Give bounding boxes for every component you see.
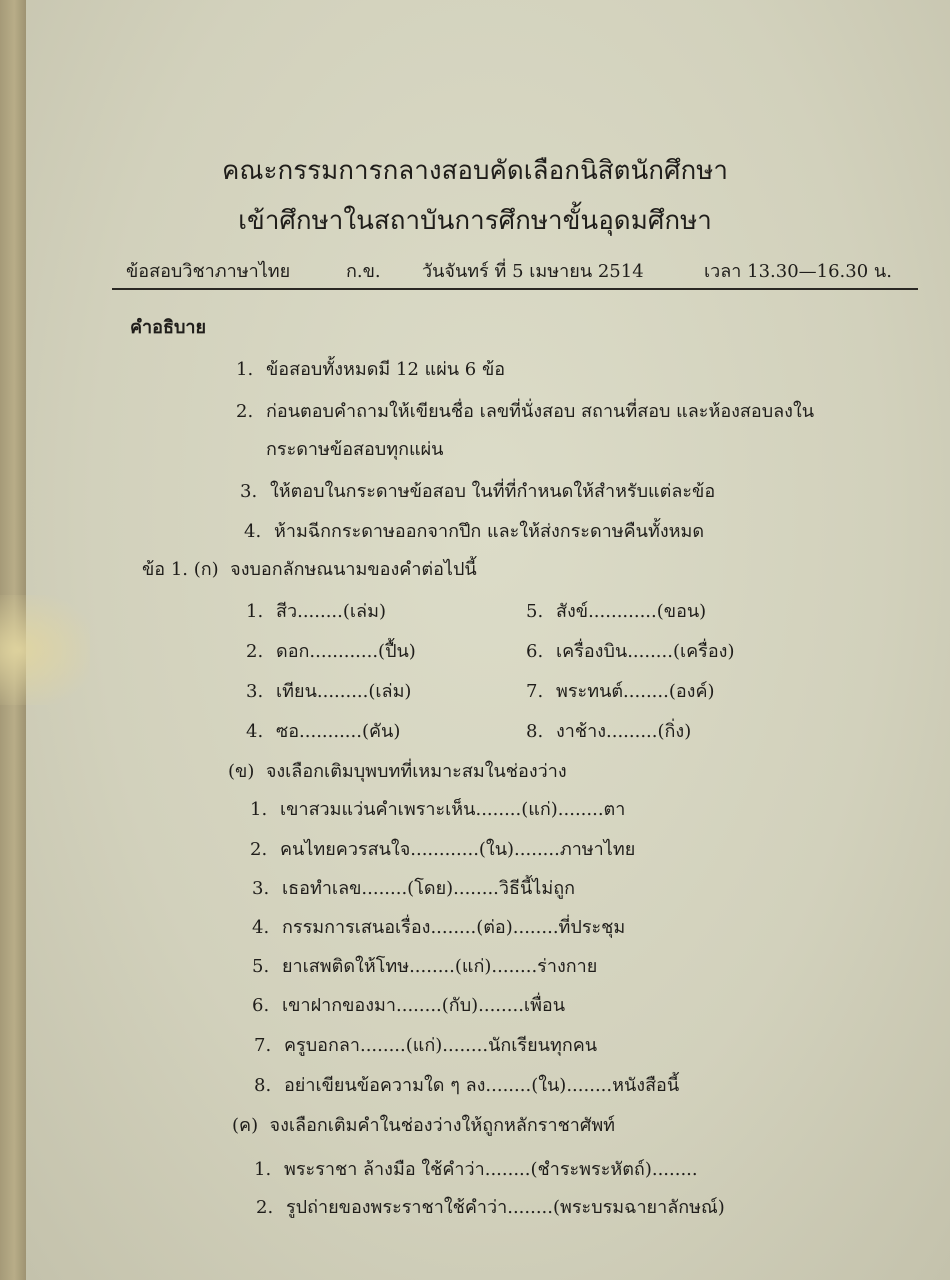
instruction-item-continued: กระดาษข้อสอบทุกแผ่น [266,439,444,460]
classifier-item: 2. ดอก............(ปื้น) [246,641,416,662]
instruction-item: 1. ข้อสอบทั้งหมดมี 12 แผ่น 6 ข้อ [236,359,506,380]
classifier-item: 7. พระทนต์........(องค์) [526,681,715,702]
header-line-2: เข้าศึกษาในสถาบันการศึกษาขั้นอุดมศึกษา [238,206,712,236]
instructions-title: คำอธิบาย [130,317,207,338]
preposition-item: 5. ยาเสพติดให้โทษ........(แก่)........ร่างกาย [252,956,598,977]
exam-code: ก.ข. [346,261,381,282]
preposition-item: 7. ครูบอกลา........(แก่)........นักเรียนทุกคน [254,1035,598,1056]
header-line-1: คณะกรรมการกลางสอบคัดเลือกนิสิตนักศึกษา [221,156,729,186]
classifier-item: 8. งาช้าง.........(กิ่ง) [526,721,692,742]
header-divider [112,288,918,290]
instruction-item: 3. ให้ตอบในกระดาษข้อสอบ ในที่ที่กำหนดให้สำหรับแต่ละข้อ [240,481,716,502]
preposition-item: 3. เธอทำเลข........(โดย)........วิธีนี้ไม่ถูก [252,878,576,899]
exam-date: วันจันทร์ ที่ 5 เมษายน 2514 [422,261,644,282]
preposition-item: 4. กรรมการเสนอเรื่อง........(ต่อ)........ที่ประชุม [252,917,626,938]
instruction-item: 4. ห้ามฉีกกระดาษออกจากปึก และให้ส่งกระดาษคืนทั้งหมด [244,521,705,542]
classifier-item: 3. เทียน.........(เล่ม) [246,681,412,702]
instruction-item: 2. ก่อนตอบคำถามให้เขียนชื่อ เลขที่นั่งสอบ สถานที่สอบ และห้องสอบลงใน [236,401,815,422]
classifier-item: 1. สีว........(เล่ม) [246,601,386,622]
exam-subject: ข้อสอบวิชาภาษาไทย [126,261,291,282]
classifier-item: 5. สังข์............(ขอน) [526,601,707,622]
question-1c-heading: (ค) จงเลือกเติมคำในช่องว่างให้ถูกหลักราชาศัพท์ [232,1115,616,1136]
paper-stain [0,595,90,705]
preposition-item: 8. อย่าเขียนข้อความใด ๆ ลง........(ใน)........หนังสือนี้ [254,1075,680,1096]
classifier-item: 6. เครื่องบิน........(เครื่อง) [526,641,735,662]
exam-time: เวลา 13.30—16.30 น. [704,261,892,282]
preposition-item: 6. เขาฝากของมา........(กับ)........เพื่อน [252,995,566,1016]
question-1b-heading: (ข) จงเลือกเติมบุพบทที่เหมาะสมในช่องว่าง [228,761,567,782]
preposition-item: 2. คนไทยควรสนใจ............(ใน)........ภาษาไทย [250,839,636,860]
classifier-item: 4. ซอ...........(คัน) [246,721,401,742]
royal-vocabulary-item: 1. พระราชา ล้างมือ ใช้คำว่า........(ชำระพระหัตถ์)........ [254,1159,698,1180]
preposition-item: 1. เขาสวมแว่นคำเพราะเห็น........(แก่)........ตา [250,799,626,820]
royal-vocabulary-item: 2. รูปถ่ายของพระราชาใช้คำว่า........(พระบรมฉายาลักษณ์) [256,1197,725,1218]
question-1a-heading: ข้อ 1. (ก) จงบอกลักษณนามของคำต่อไปนี้ [142,559,477,580]
